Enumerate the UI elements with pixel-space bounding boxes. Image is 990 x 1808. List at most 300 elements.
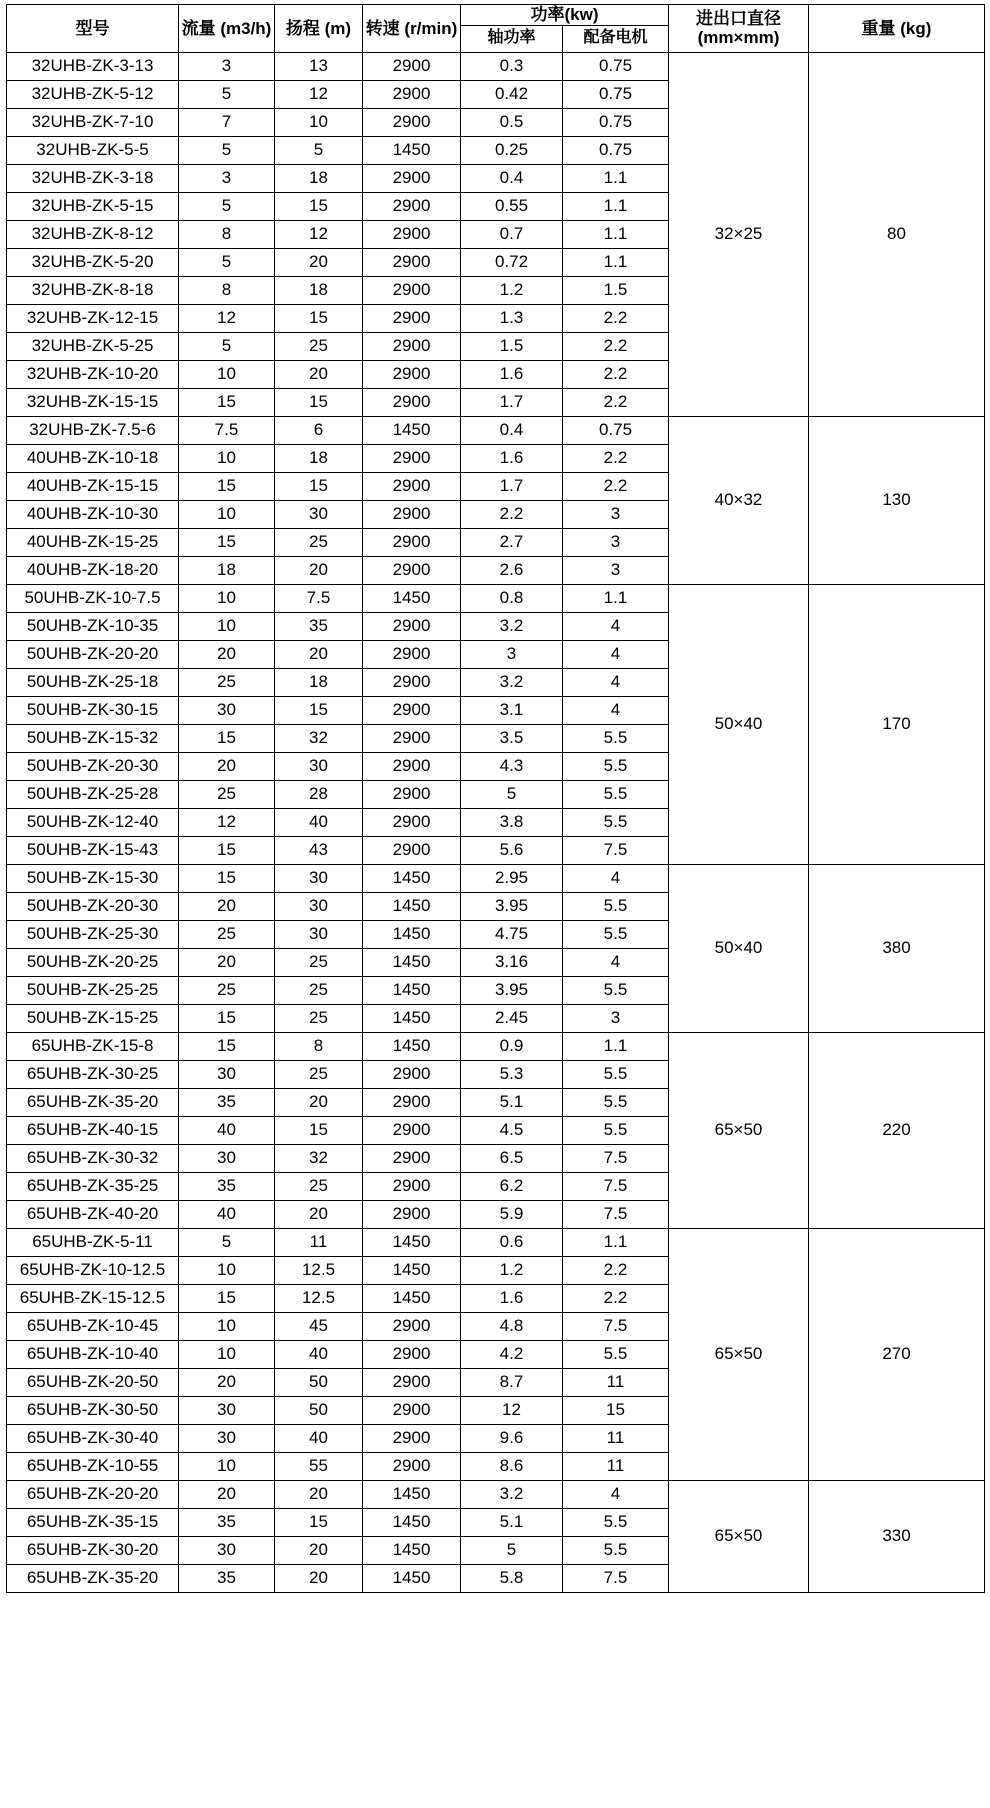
cell-flow: 35	[179, 1088, 275, 1116]
table-row	[7, 52, 985, 80]
cell-model: 65UHB-ZK-30-40	[7, 1424, 179, 1452]
cell-head: 43	[275, 836, 363, 864]
cell-model: 50UHB-ZK-10-7.5	[7, 584, 179, 612]
cell-motor-power: 11	[563, 1452, 669, 1480]
cell-flow: 10	[179, 1256, 275, 1284]
cell-model: 50UHB-ZK-20-30	[7, 752, 179, 780]
cell-flow: 15	[179, 724, 275, 752]
cell-shaft-power: 0.72	[461, 248, 563, 276]
cell-head: 25	[275, 1172, 363, 1200]
cell-shaft-power: 1.7	[461, 388, 563, 416]
cell-flow: 15	[179, 836, 275, 864]
cell-shaft-power: 12	[461, 1396, 563, 1424]
cell-motor-power: 7.5	[563, 1144, 669, 1172]
cell-model: 65UHB-ZK-35-25	[7, 1172, 179, 1200]
cell-motor-power: 4	[563, 864, 669, 892]
cell-speed: 1450	[363, 1508, 461, 1536]
cell-head: 18	[275, 276, 363, 304]
cell-shaft-power: 4.3	[461, 752, 563, 780]
cell-head: 30	[275, 892, 363, 920]
cell-flow: 10	[179, 1340, 275, 1368]
cell-diameter: 50×40	[669, 864, 809, 1032]
cell-motor-power: 4	[563, 612, 669, 640]
cell-flow: 30	[179, 1060, 275, 1088]
cell-shaft-power: 0.3	[461, 52, 563, 80]
cell-speed: 2900	[363, 1088, 461, 1116]
cell-shaft-power: 1.7	[461, 472, 563, 500]
cell-shaft-power: 4.75	[461, 920, 563, 948]
cell-model: 40UHB-ZK-15-15	[7, 472, 179, 500]
cell-motor-power: 5.5	[563, 1340, 669, 1368]
cell-weight: 270	[809, 1228, 985, 1480]
table-row	[7, 1228, 985, 1256]
cell-shaft-power: 1.6	[461, 1284, 563, 1312]
cell-speed: 2900	[363, 304, 461, 332]
cell-model: 65UHB-ZK-30-25	[7, 1060, 179, 1088]
cell-motor-power: 3	[563, 500, 669, 528]
cell-flow: 30	[179, 1536, 275, 1564]
cell-speed: 1450	[363, 948, 461, 976]
cell-motor-power: 11	[563, 1368, 669, 1396]
cell-flow: 30	[179, 1396, 275, 1424]
cell-speed: 1450	[363, 136, 461, 164]
cell-head: 35	[275, 612, 363, 640]
cell-motor-power: 5.5	[563, 808, 669, 836]
cell-flow: 20	[179, 1480, 275, 1508]
cell-shaft-power: 0.7	[461, 220, 563, 248]
cell-head: 18	[275, 164, 363, 192]
cell-speed: 2900	[363, 696, 461, 724]
cell-flow: 25	[179, 780, 275, 808]
cell-speed: 2900	[363, 388, 461, 416]
cell-speed: 2900	[363, 472, 461, 500]
cell-motor-power: 7.5	[563, 836, 669, 864]
cell-shaft-power: 4.2	[461, 1340, 563, 1368]
cell-motor-power: 1.5	[563, 276, 669, 304]
cell-model: 32UHB-ZK-5-5	[7, 136, 179, 164]
cell-motor-power: 2.2	[563, 472, 669, 500]
cell-motor-power: 2.2	[563, 332, 669, 360]
cell-model: 65UHB-ZK-35-15	[7, 1508, 179, 1536]
cell-speed: 2900	[363, 1424, 461, 1452]
cell-shaft-power: 1.6	[461, 360, 563, 388]
cell-diameter: 32×25	[669, 52, 809, 416]
cell-speed: 1450	[363, 1536, 461, 1564]
cell-flow: 3	[179, 52, 275, 80]
cell-flow: 8	[179, 220, 275, 248]
cell-model: 65UHB-ZK-40-15	[7, 1116, 179, 1144]
cell-model: 50UHB-ZK-25-25	[7, 976, 179, 1004]
cell-shaft-power: 5.1	[461, 1508, 563, 1536]
cell-flow: 10	[179, 1452, 275, 1480]
cell-motor-power: 0.75	[563, 416, 669, 444]
cell-model: 32UHB-ZK-8-18	[7, 276, 179, 304]
cell-shaft-power: 3	[461, 640, 563, 668]
cell-shaft-power: 0.55	[461, 192, 563, 220]
cell-shaft-power: 5	[461, 1536, 563, 1564]
cell-model: 65UHB-ZK-35-20	[7, 1564, 179, 1592]
cell-motor-power: 2.2	[563, 1284, 669, 1312]
cell-diameter: 65×50	[669, 1228, 809, 1480]
cell-motor-power: 7.5	[563, 1564, 669, 1592]
cell-flow: 15	[179, 388, 275, 416]
cell-motor-power: 4	[563, 640, 669, 668]
cell-speed: 1450	[363, 416, 461, 444]
cell-model: 50UHB-ZK-12-40	[7, 808, 179, 836]
cell-speed: 2900	[363, 444, 461, 472]
cell-model: 50UHB-ZK-15-30	[7, 864, 179, 892]
table-row	[7, 1480, 985, 1508]
cell-flow: 5	[179, 80, 275, 108]
cell-flow: 15	[179, 528, 275, 556]
cell-shaft-power: 1.5	[461, 332, 563, 360]
cell-model: 65UHB-ZK-10-45	[7, 1312, 179, 1340]
cell-head: 12.5	[275, 1284, 363, 1312]
cell-diameter: 65×50	[669, 1032, 809, 1228]
cell-shaft-power: 2.7	[461, 528, 563, 556]
cell-flow: 5	[179, 136, 275, 164]
cell-flow: 25	[179, 920, 275, 948]
cell-model: 32UHB-ZK-5-15	[7, 192, 179, 220]
cell-model: 32UHB-ZK-8-12	[7, 220, 179, 248]
cell-flow: 40	[179, 1116, 275, 1144]
cell-speed: 2900	[363, 1172, 461, 1200]
cell-shaft-power: 0.9	[461, 1032, 563, 1060]
cell-weight: 130	[809, 416, 985, 584]
cell-head: 12	[275, 80, 363, 108]
cell-head: 20	[275, 1088, 363, 1116]
cell-speed: 2900	[363, 1312, 461, 1340]
cell-shaft-power: 3.8	[461, 808, 563, 836]
cell-head: 12	[275, 220, 363, 248]
cell-shaft-power: 3.5	[461, 724, 563, 752]
header-row-main	[7, 5, 985, 26]
cell-model: 50UHB-ZK-15-43	[7, 836, 179, 864]
cell-diameter: 40×32	[669, 416, 809, 584]
cell-speed: 2900	[363, 808, 461, 836]
cell-head: 20	[275, 1536, 363, 1564]
cell-motor-power: 1.1	[563, 164, 669, 192]
header-power-group: 功率(kw)	[461, 5, 669, 26]
cell-flow: 25	[179, 668, 275, 696]
cell-motor-power: 3	[563, 528, 669, 556]
cell-shaft-power: 2.95	[461, 864, 563, 892]
cell-speed: 2900	[363, 360, 461, 388]
cell-motor-power: 1.1	[563, 248, 669, 276]
cell-motor-power: 2.2	[563, 1256, 669, 1284]
cell-flow: 7.5	[179, 416, 275, 444]
cell-model: 65UHB-ZK-20-50	[7, 1368, 179, 1396]
cell-model: 32UHB-ZK-3-18	[7, 164, 179, 192]
cell-model: 50UHB-ZK-10-35	[7, 612, 179, 640]
cell-head: 25	[275, 1060, 363, 1088]
cell-head: 6	[275, 416, 363, 444]
header-diameter: 进出口直径 (mm×mm)	[669, 5, 809, 53]
cell-motor-power: 5.5	[563, 1536, 669, 1564]
cell-motor-power: 0.75	[563, 136, 669, 164]
cell-shaft-power: 1.3	[461, 304, 563, 332]
cell-head: 15	[275, 472, 363, 500]
cell-speed: 2900	[363, 528, 461, 556]
cell-shaft-power: 0.6	[461, 1228, 563, 1256]
cell-model: 65UHB-ZK-30-32	[7, 1144, 179, 1172]
cell-head: 8	[275, 1032, 363, 1060]
cell-model: 65UHB-ZK-40-20	[7, 1200, 179, 1228]
cell-head: 45	[275, 1312, 363, 1340]
cell-flow: 15	[179, 1004, 275, 1032]
cell-motor-power: 4	[563, 948, 669, 976]
cell-flow: 18	[179, 556, 275, 584]
cell-model: 65UHB-ZK-35-20	[7, 1088, 179, 1116]
header-shaft-power: 轴功率	[461, 25, 563, 52]
cell-head: 50	[275, 1396, 363, 1424]
cell-head: 30	[275, 500, 363, 528]
cell-shaft-power: 0.4	[461, 164, 563, 192]
cell-head: 11	[275, 1228, 363, 1256]
cell-flow: 40	[179, 1200, 275, 1228]
cell-shaft-power: 5.1	[461, 1088, 563, 1116]
cell-flow: 10	[179, 1312, 275, 1340]
cell-flow: 5	[179, 1228, 275, 1256]
table-body	[7, 52, 985, 1592]
cell-shaft-power: 9.6	[461, 1424, 563, 1452]
cell-speed: 1450	[363, 976, 461, 1004]
cell-head: 15	[275, 388, 363, 416]
cell-shaft-power: 3.95	[461, 976, 563, 1004]
cell-flow: 20	[179, 948, 275, 976]
cell-shaft-power: 3.1	[461, 696, 563, 724]
cell-speed: 2900	[363, 640, 461, 668]
cell-speed: 2900	[363, 248, 461, 276]
cell-head: 7.5	[275, 584, 363, 612]
cell-head: 18	[275, 668, 363, 696]
cell-head: 28	[275, 780, 363, 808]
cell-flow: 20	[179, 640, 275, 668]
cell-model: 32UHB-ZK-15-15	[7, 388, 179, 416]
cell-speed: 2900	[363, 500, 461, 528]
cell-head: 15	[275, 192, 363, 220]
cell-head: 55	[275, 1452, 363, 1480]
header-flow: 流量 (m3/h)	[179, 5, 275, 53]
cell-flow: 15	[179, 864, 275, 892]
cell-speed: 2900	[363, 1200, 461, 1228]
cell-head: 20	[275, 248, 363, 276]
cell-flow: 10	[179, 444, 275, 472]
cell-head: 30	[275, 864, 363, 892]
cell-head: 25	[275, 528, 363, 556]
cell-flow: 30	[179, 1424, 275, 1452]
cell-head: 30	[275, 752, 363, 780]
cell-speed: 1450	[363, 1032, 461, 1060]
cell-shaft-power: 3.2	[461, 668, 563, 696]
cell-weight: 80	[809, 52, 985, 416]
cell-shaft-power: 6.5	[461, 1144, 563, 1172]
cell-model: 50UHB-ZK-25-18	[7, 668, 179, 696]
cell-speed: 1450	[363, 892, 461, 920]
cell-speed: 2900	[363, 556, 461, 584]
cell-shaft-power: 5.6	[461, 836, 563, 864]
cell-speed: 1450	[363, 1480, 461, 1508]
cell-head: 30	[275, 920, 363, 948]
cell-model: 50UHB-ZK-15-25	[7, 1004, 179, 1032]
cell-head: 25	[275, 332, 363, 360]
cell-flow: 10	[179, 360, 275, 388]
cell-head: 15	[275, 1116, 363, 1144]
cell-head: 13	[275, 52, 363, 80]
cell-head: 5	[275, 136, 363, 164]
cell-head: 25	[275, 1004, 363, 1032]
cell-weight: 330	[809, 1480, 985, 1592]
cell-flow: 8	[179, 276, 275, 304]
cell-motor-power: 4	[563, 1480, 669, 1508]
table-row	[7, 416, 985, 444]
cell-flow: 20	[179, 752, 275, 780]
cell-model: 32UHB-ZK-10-20	[7, 360, 179, 388]
cell-model: 65UHB-ZK-30-50	[7, 1396, 179, 1424]
cell-motor-power: 5.5	[563, 976, 669, 1004]
cell-weight: 170	[809, 584, 985, 864]
cell-model: 32UHB-ZK-5-12	[7, 80, 179, 108]
cell-head: 32	[275, 1144, 363, 1172]
cell-speed: 2900	[363, 1340, 461, 1368]
cell-head: 32	[275, 724, 363, 752]
cell-shaft-power: 6.2	[461, 1172, 563, 1200]
cell-model: 65UHB-ZK-5-11	[7, 1228, 179, 1256]
cell-motor-power: 5.5	[563, 1116, 669, 1144]
cell-flow: 25	[179, 976, 275, 1004]
cell-model: 65UHB-ZK-10-12.5	[7, 1256, 179, 1284]
cell-motor-power: 7.5	[563, 1200, 669, 1228]
cell-motor-power: 5.5	[563, 1508, 669, 1536]
cell-shaft-power: 1.2	[461, 1256, 563, 1284]
cell-head: 20	[275, 1480, 363, 1508]
cell-model: 32UHB-ZK-3-13	[7, 52, 179, 80]
cell-flow: 5	[179, 192, 275, 220]
cell-motor-power: 7.5	[563, 1312, 669, 1340]
cell-flow: 35	[179, 1564, 275, 1592]
table-header	[7, 5, 985, 53]
cell-model: 50UHB-ZK-20-20	[7, 640, 179, 668]
header-speed: 转速 (r/min)	[363, 5, 461, 53]
cell-flow: 5	[179, 248, 275, 276]
cell-model: 40UHB-ZK-10-18	[7, 444, 179, 472]
cell-shaft-power: 8.6	[461, 1452, 563, 1480]
cell-shaft-power: 5	[461, 780, 563, 808]
cell-shaft-power: 0.8	[461, 584, 563, 612]
cell-head: 50	[275, 1368, 363, 1396]
cell-speed: 1450	[363, 584, 461, 612]
cell-model: 32UHB-ZK-5-20	[7, 248, 179, 276]
cell-motor-power: 5.5	[563, 780, 669, 808]
cell-weight: 220	[809, 1032, 985, 1228]
cell-speed: 2900	[363, 724, 461, 752]
cell-shaft-power: 5.8	[461, 1564, 563, 1592]
cell-head: 40	[275, 808, 363, 836]
cell-head: 15	[275, 304, 363, 332]
table-row	[7, 864, 985, 892]
cell-speed: 2900	[363, 80, 461, 108]
header-model: 型号	[7, 5, 179, 53]
cell-model: 65UHB-ZK-30-20	[7, 1536, 179, 1564]
cell-motor-power: 1.1	[563, 584, 669, 612]
cell-speed: 2900	[363, 1452, 461, 1480]
cell-speed: 2900	[363, 220, 461, 248]
header-motor-power: 配备电机	[563, 25, 669, 52]
cell-shaft-power: 0.42	[461, 80, 563, 108]
cell-flow: 30	[179, 1144, 275, 1172]
cell-motor-power: 4	[563, 696, 669, 724]
cell-motor-power: 15	[563, 1396, 669, 1424]
cell-head: 20	[275, 556, 363, 584]
cell-model: 50UHB-ZK-20-30	[7, 892, 179, 920]
cell-model: 40UHB-ZK-10-30	[7, 500, 179, 528]
cell-head: 25	[275, 948, 363, 976]
cell-speed: 1450	[363, 1256, 461, 1284]
cell-speed: 2900	[363, 1368, 461, 1396]
header-weight: 重量 (kg)	[809, 5, 985, 53]
cell-flow: 35	[179, 1172, 275, 1200]
cell-shaft-power: 0.5	[461, 108, 563, 136]
cell-shaft-power: 2.6	[461, 556, 563, 584]
cell-motor-power: 7.5	[563, 1172, 669, 1200]
cell-model: 50UHB-ZK-25-30	[7, 920, 179, 948]
table-row	[7, 1032, 985, 1060]
cell-motor-power: 5.5	[563, 892, 669, 920]
cell-head: 18	[275, 444, 363, 472]
cell-head: 15	[275, 696, 363, 724]
cell-flow: 10	[179, 612, 275, 640]
cell-head: 20	[275, 1564, 363, 1592]
cell-flow: 7	[179, 108, 275, 136]
cell-flow: 30	[179, 696, 275, 724]
cell-shaft-power: 2.45	[461, 1004, 563, 1032]
cell-shaft-power: 1.2	[461, 276, 563, 304]
cell-flow: 20	[179, 892, 275, 920]
cell-speed: 2900	[363, 1396, 461, 1424]
cell-flow: 15	[179, 1284, 275, 1312]
cell-flow: 10	[179, 584, 275, 612]
cell-model: 32UHB-ZK-5-25	[7, 332, 179, 360]
cell-model: 65UHB-ZK-10-40	[7, 1340, 179, 1368]
cell-shaft-power: 1.6	[461, 444, 563, 472]
cell-head: 12.5	[275, 1256, 363, 1284]
cell-head: 25	[275, 976, 363, 1004]
table-row	[7, 584, 985, 612]
cell-motor-power: 4	[563, 668, 669, 696]
cell-motor-power: 5.5	[563, 752, 669, 780]
cell-shaft-power: 5.3	[461, 1060, 563, 1088]
cell-model: 32UHB-ZK-12-15	[7, 304, 179, 332]
cell-head: 20	[275, 640, 363, 668]
cell-model: 50UHB-ZK-30-15	[7, 696, 179, 724]
cell-shaft-power: 3.2	[461, 1480, 563, 1508]
pump-specification-table	[6, 4, 985, 1593]
cell-model: 65UHB-ZK-15-12.5	[7, 1284, 179, 1312]
cell-flow: 35	[179, 1508, 275, 1536]
cell-model: 65UHB-ZK-10-55	[7, 1452, 179, 1480]
cell-shaft-power: 4.8	[461, 1312, 563, 1340]
cell-speed: 2900	[363, 332, 461, 360]
cell-speed: 2900	[363, 52, 461, 80]
cell-model: 50UHB-ZK-15-32	[7, 724, 179, 752]
cell-speed: 2900	[363, 836, 461, 864]
header-head: 扬程 (m)	[275, 5, 363, 53]
cell-speed: 2900	[363, 108, 461, 136]
cell-speed: 2900	[363, 1144, 461, 1172]
cell-flow: 15	[179, 472, 275, 500]
cell-shaft-power: 3.95	[461, 892, 563, 920]
cell-motor-power: 0.75	[563, 80, 669, 108]
